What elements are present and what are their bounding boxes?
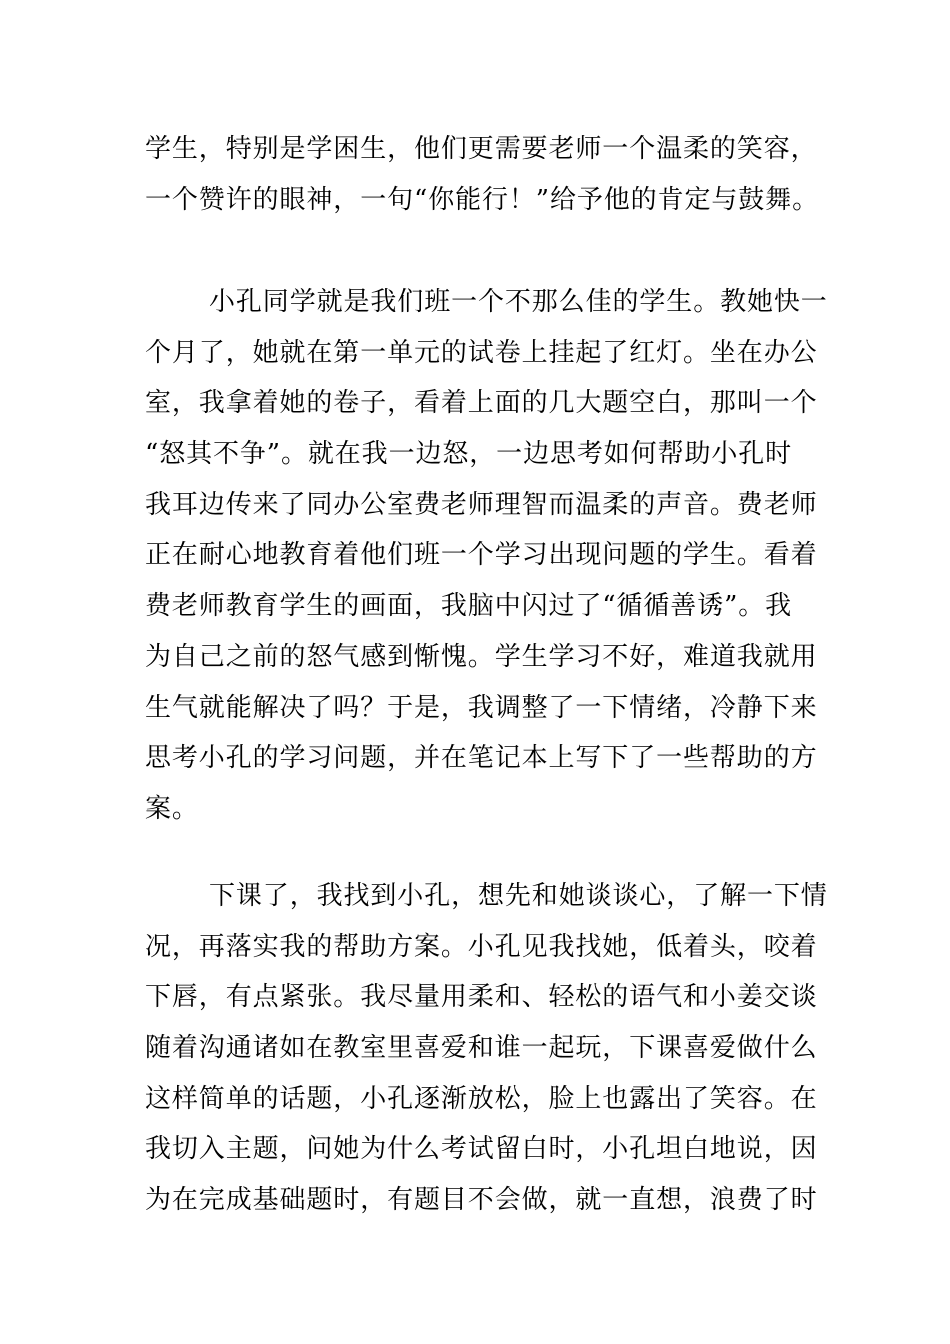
text-line: 一个赞许的眼神，一句“你能行！”给予他的肯定与鼓舞。 xyxy=(145,184,819,215)
text-line: 为在完成基础题时，有题目不会做，就一直想，浪费了时 xyxy=(145,1185,818,1216)
paragraph xyxy=(145,124,819,225)
paragraph xyxy=(145,277,828,835)
text-line: 案。 xyxy=(145,793,199,824)
text-line: 下课了，我找到小孔，想先和她谈谈心，了解一下情 xyxy=(209,881,828,911)
text-line: 况，再落实我的帮助方案。小孔见我找她，低着头，咬着 xyxy=(145,931,818,962)
paragraph xyxy=(145,871,828,1226)
text-line: 思考小孔的学习问题，并在笔记本上写下了一些帮助的方 xyxy=(145,743,818,774)
text-line: 室，我拿着她的卷子，看着上面的几大题空白，那叫一个 xyxy=(145,388,818,419)
text-line: 费老师教育学生的画面，我脑中闪过了“循循善诱”。我 xyxy=(145,591,793,622)
text-line: 个月了，她就在第一单元的试卷上挂起了红灯。坐在办公 xyxy=(145,337,818,368)
text-line: 正在耐心地教育着他们班一个学习出现问题的学生。看着 xyxy=(145,540,818,571)
text-line: “怒其不争”。就在我一边怒，一边思考如何帮助小孔时 xyxy=(145,439,793,470)
text-line: 我切入主题，问她为什么考试留白时，小孔坦白地说，因 xyxy=(145,1134,818,1165)
text-line: 小孔同学就是我们班一个不那么佳的学生。教她快一 xyxy=(209,287,828,317)
text-line: 下唇，有点紧张。我尽量用柔和、轻松的语气和小姜交谈 xyxy=(145,982,818,1013)
text-line: 学生，特别是学困生，他们更需要老师一个温柔的笑容， xyxy=(145,134,818,164)
text-line: 这样简单的话题，小孔逐渐放松，脸上也露出了笑容。在 xyxy=(145,1083,818,1114)
text-line: 生气就能解决了吗？于是，我调整了一下情绪，冷静下来 xyxy=(145,692,818,723)
text-line: 我耳边传来了同办公室费老师理智而温柔的声音。费老师 xyxy=(145,489,818,520)
text-line: 随着沟通诸如在教室里喜爱和谁一起玩，下课喜爱做什么 xyxy=(145,1033,818,1064)
text-line: 为自己之前的怒气感到惭愧。学生学习不好，难道我就用 xyxy=(145,641,818,672)
